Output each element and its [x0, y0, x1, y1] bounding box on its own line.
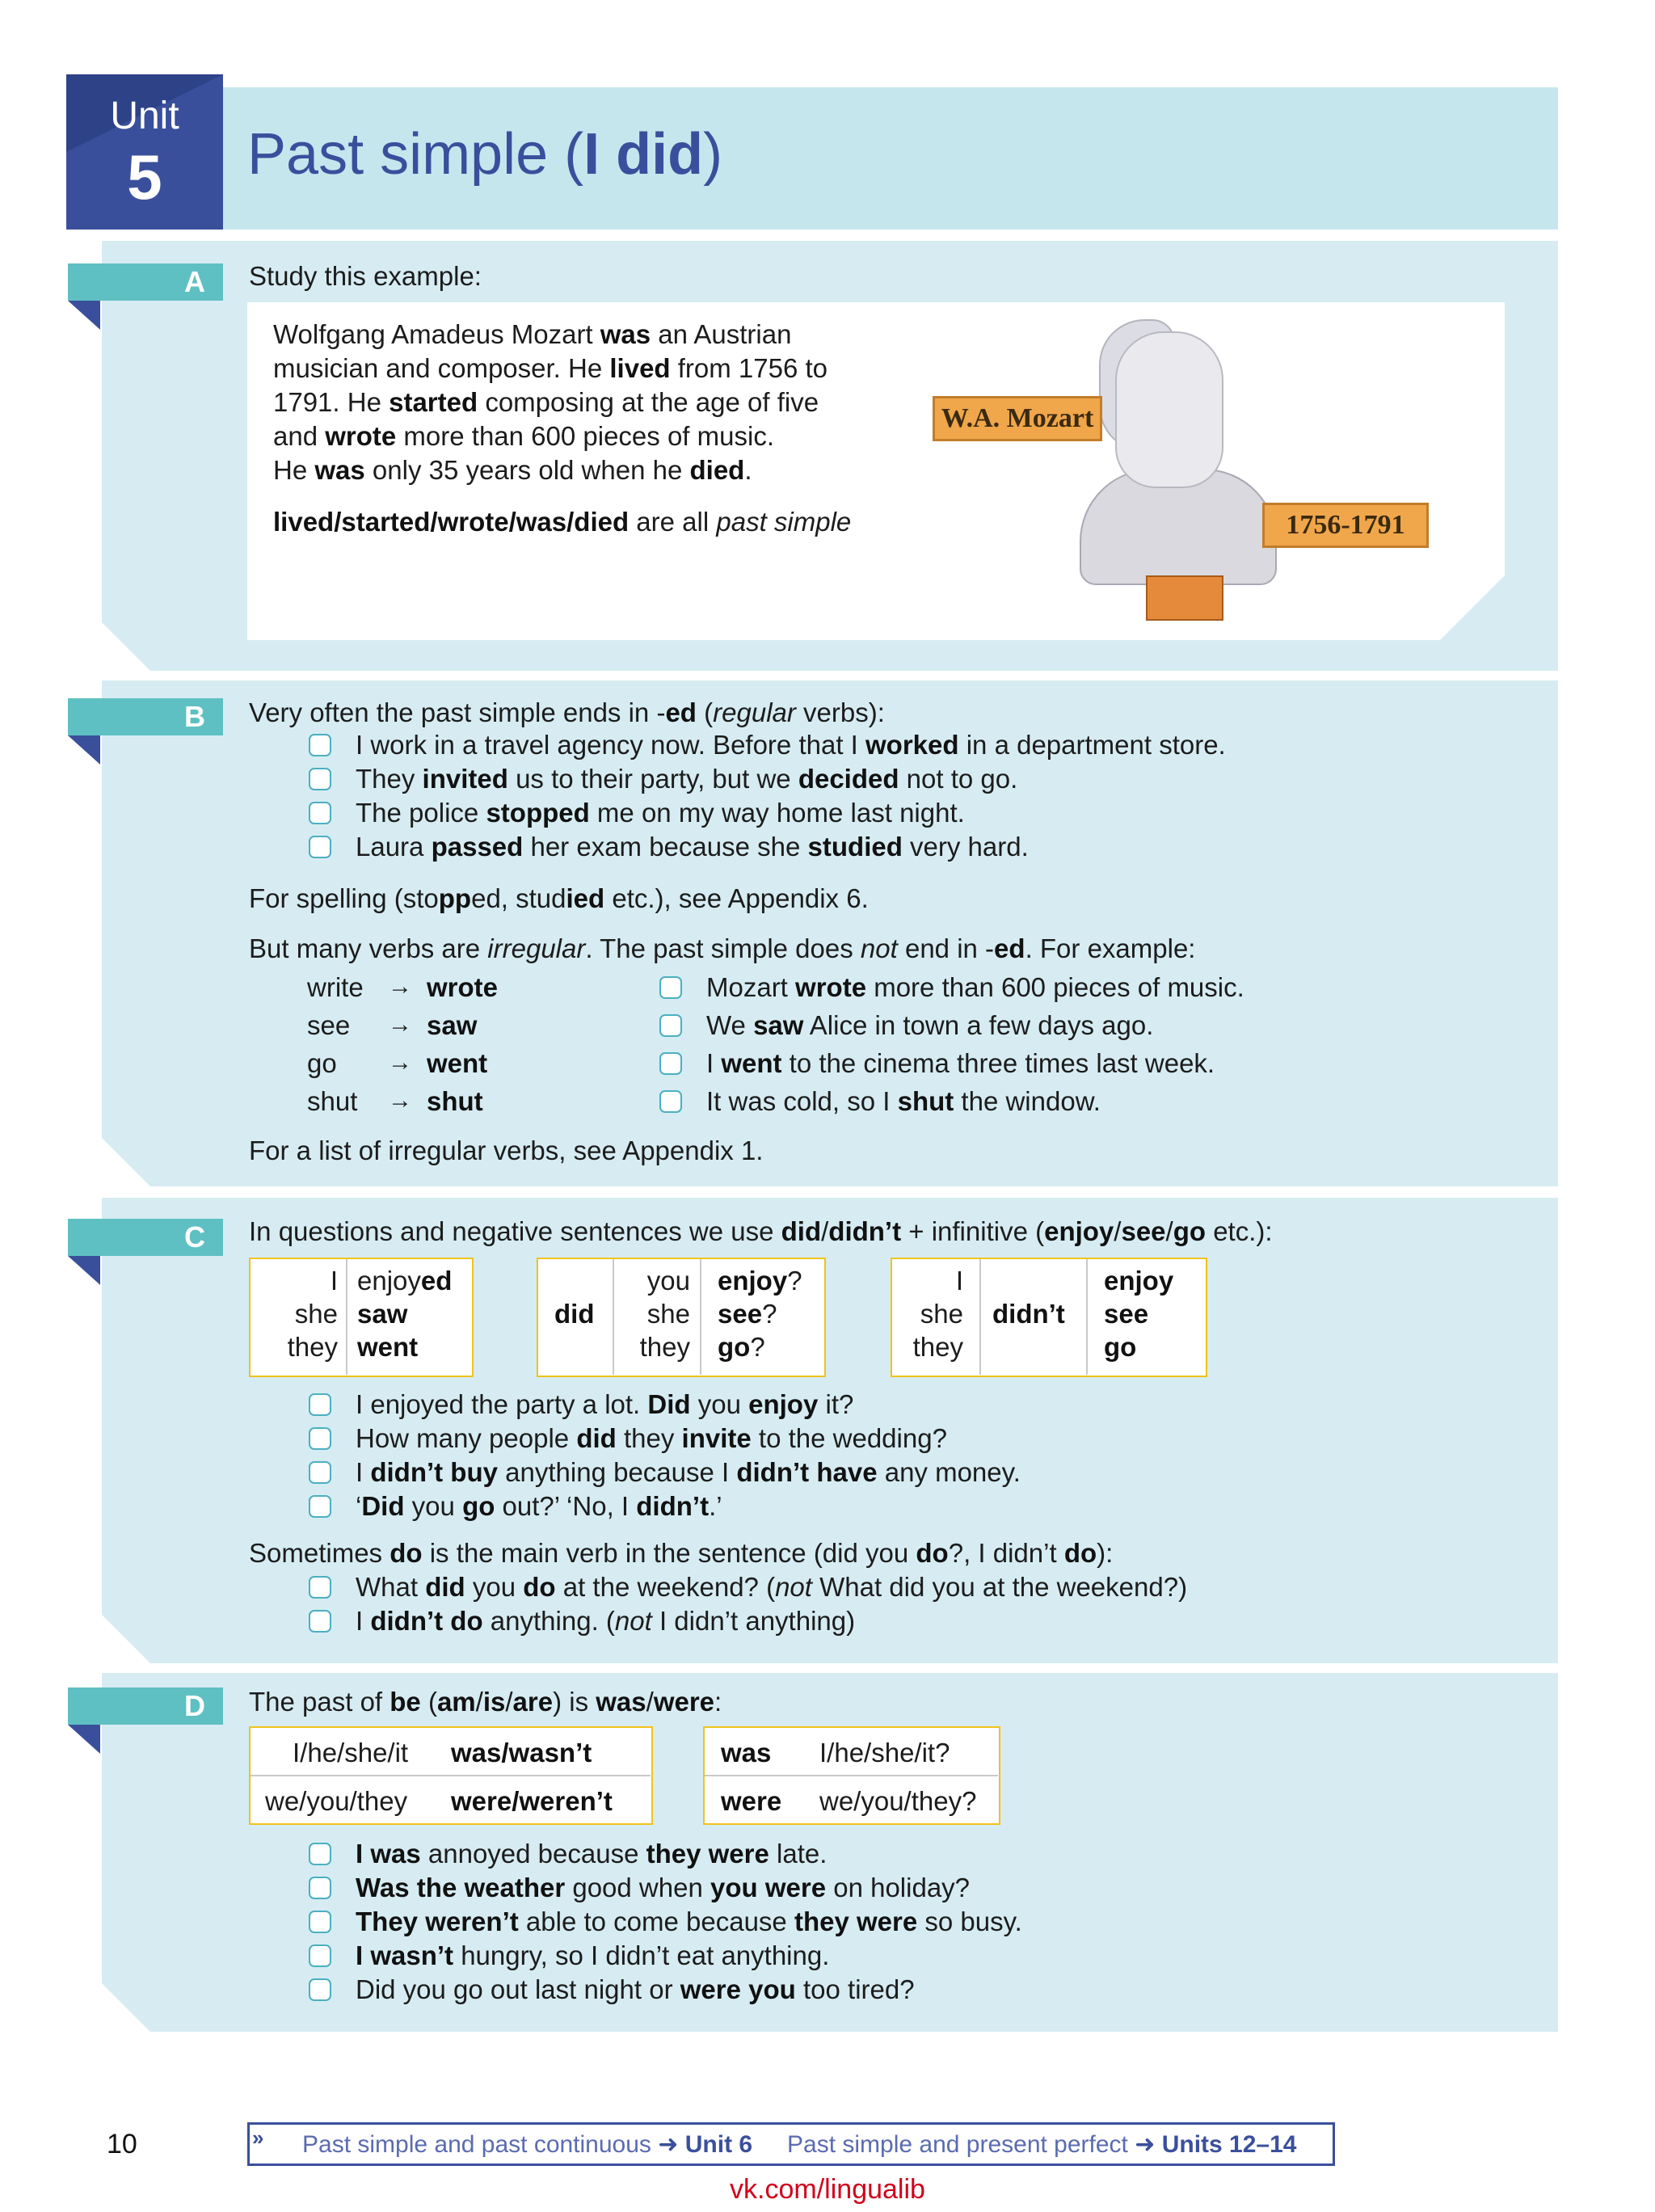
mozart-text-line: musician and composer. He lived from 1756 to: [273, 353, 828, 383]
section-b-tag-corner: [68, 735, 100, 765]
section-c-intro: In questions and negative sentences we use did/didn’t + infinitive (enjoy/see/go etc.):: [249, 1216, 1273, 1246]
section-a-intro: Study this example:: [249, 261, 482, 291]
bullet-icon: [309, 1461, 331, 1484]
bullet-icon: [659, 1090, 682, 1113]
example-sentence: Did you go out last night or were you too tired?: [356, 1974, 915, 2004]
table-verb: went: [357, 1332, 419, 1362]
bullet-icon: [659, 1014, 682, 1037]
arrow-right-icon: →: [388, 973, 412, 1000]
bullet-icon: [309, 1944, 331, 1967]
section-d-intro: The past of be (am/is/are) is was/were:: [249, 1687, 722, 1717]
table-verb: enjoy?: [718, 1266, 802, 1296]
table-verb: were/weren’t: [451, 1786, 613, 1816]
plaque-dates: 1756-1791: [1262, 503, 1429, 548]
example-sentence: I went to the cinema three times last week.: [706, 1048, 1215, 1078]
irregular-intro: But many verbs are irregular. The past simple does not end in -ed. For example:: [249, 933, 1196, 963]
section-b-intro: Very often the past simple ends in -ed (regular verbs):: [249, 697, 885, 727]
bullet-icon: [309, 1911, 331, 1933]
arrow-right-icon: →: [388, 1049, 412, 1076]
bullet-icon: [309, 1843, 331, 1865]
unit-label: Unit: [110, 95, 179, 137]
mozart-bust-base: [1146, 575, 1223, 621]
verb-past: went: [427, 1048, 488, 1078]
irregular-list-note: For a list of irregular verbs, see Appendix 1.: [249, 1135, 764, 1165]
table-subject: they: [639, 1332, 690, 1362]
did-table-affirmative: [249, 1258, 474, 1377]
bullet-icon: [309, 1495, 331, 1518]
example-sentence: How many people did they invite to the wedding?: [356, 1423, 947, 1453]
plaque-name: W.A. Mozart: [933, 396, 1102, 441]
table-verb: go: [1104, 1332, 1137, 1362]
did-table-questions: [537, 1258, 826, 1377]
table-subject: we/you/they: [265, 1786, 408, 1816]
table-divider: [613, 1259, 614, 1375]
unit-number: 5: [127, 141, 162, 213]
table-verb: enjoyed: [357, 1266, 453, 1296]
table-divider: [251, 1775, 651, 1776]
verb-base: write: [307, 972, 364, 1002]
section-a-tag: A: [68, 263, 223, 301]
bullet-icon: [309, 734, 331, 756]
table-verb: was/wasn’t: [451, 1738, 592, 1767]
verb-past: wrote: [427, 972, 499, 1002]
table-divider: [979, 1259, 981, 1375]
example-sentence: The police stopped me on my way home last night.: [356, 798, 965, 828]
table-subject: she: [294, 1299, 338, 1329]
example-sentence: I work in a travel agency now. Before that I worked in a department store.: [356, 730, 1226, 760]
chevron-icon: »: [252, 2126, 264, 2150]
be-table-questions: [703, 1726, 1000, 1825]
section-d-tag-corner: [68, 1725, 100, 1754]
verb-base: go: [307, 1048, 337, 1078]
bullet-icon: [309, 802, 331, 824]
table-subject: I: [330, 1266, 338, 1296]
bullet-icon: [309, 1877, 331, 1899]
arrow-right-icon: →: [388, 1087, 412, 1114]
table-verb: enjoy: [1104, 1266, 1174, 1296]
example-sentence: ‘Did you go out?’ ‘No, I didn’t.’: [356, 1491, 722, 1521]
bullet-icon: [659, 976, 682, 999]
table-divider: [346, 1259, 347, 1375]
table-verb: were: [721, 1786, 782, 1816]
page-number: 10: [107, 2129, 137, 2159]
verb-past: shut: [427, 1086, 483, 1116]
section-d-tag: D: [68, 1687, 223, 1725]
table-divider: [1086, 1259, 1088, 1375]
bullet-icon: [309, 1393, 331, 1416]
example-sentence: I didn’t do anything. (not I didn’t anything): [356, 1606, 856, 1636]
example-sentence: It was cold, so I shut the window.: [706, 1086, 1101, 1116]
table-verb: was: [721, 1738, 772, 1767]
table-verb: saw: [357, 1299, 408, 1329]
bullet-icon: [659, 1052, 682, 1075]
page-title: Past simple (I did): [247, 122, 723, 187]
verb-past: saw: [427, 1010, 478, 1040]
example-sentence: They invited us to their party, but we decided not to go.: [356, 764, 1018, 794]
bullet-icon: [309, 836, 331, 858]
table-verb: see?: [718, 1299, 777, 1329]
unit-badge: [66, 74, 223, 230]
table-aux: didn’t: [992, 1299, 1065, 1329]
table-subject: I: [955, 1266, 963, 1296]
example-sentence: I was annoyed because they were late.: [356, 1839, 828, 1869]
example-sentence: I wasn’t hungry, so I didn’t eat anything.: [356, 1940, 830, 1970]
verb-base: shut: [307, 1086, 358, 1116]
table-subject: I/he/she/it: [293, 1738, 409, 1767]
watermark-link[interactable]: vk.com/lingualib: [730, 2174, 925, 2205]
table-aux: did: [554, 1299, 595, 1329]
verb-base: see: [307, 1010, 351, 1040]
mozart-text-line: Wolfgang Amadeus Mozart was an Austrian: [273, 319, 792, 349]
mozart-bust-head: [1115, 331, 1223, 488]
table-subject: they: [287, 1332, 338, 1362]
be-table-statements: [249, 1726, 653, 1825]
spelling-note: For spelling (stopped, studied etc.), see Appendix 6.: [249, 883, 869, 913]
table-subject: you: [646, 1266, 690, 1296]
table-divider: [705, 1775, 998, 1776]
cross-reference-unit-6[interactable]: Past simple and past continuous ➜ Unit 6: [302, 2131, 753, 2158]
table-subject: she: [920, 1299, 963, 1329]
example-sentence: I didn’t buy anything because I didn’t have any money.: [356, 1457, 1021, 1487]
section-b-tag: B: [68, 698, 223, 735]
example-sentence: Was the weather good when you were on holiday?: [356, 1873, 971, 1902]
mozart-text-line: and wrote more than 600 pieces of music.: [273, 421, 774, 451]
example-sentence: They weren’t able to come because they were so busy.: [356, 1907, 1022, 1936]
example-sentence: We saw Alice in town a few days ago.: [706, 1010, 1154, 1040]
table-subject: she: [646, 1299, 690, 1329]
did-table-negatives: [891, 1258, 1207, 1377]
cross-reference-units-12-14[interactable]: Past simple and present perfect ➜ Units 12–14: [787, 2131, 1297, 2158]
example-sentence: Laura passed her exam because she studied very hard.: [356, 832, 1029, 862]
table-verb: see: [1104, 1299, 1149, 1329]
table-subject: they: [912, 1332, 963, 1362]
bullet-icon: [309, 768, 331, 790]
table-divider: [700, 1259, 701, 1375]
table-subject: I/he/she/it?: [819, 1738, 950, 1767]
past-simple-summary: lived/started/wrote/was/died are all past simple: [273, 507, 852, 537]
example-sentence: What did you do at the weekend? (not What did you at the weekend?): [356, 1572, 1188, 1602]
bullet-icon: [309, 1427, 331, 1450]
bullet-icon: [309, 1978, 331, 2001]
mozart-text-line: He was only 35 years old when he died.: [273, 455, 752, 485]
bullet-icon: [309, 1576, 331, 1599]
example-sentence: I enjoyed the party a lot. Did you enjoy it?: [356, 1389, 854, 1419]
example-sentence: Mozart wrote more than 600 pieces of music.: [706, 972, 1244, 1002]
bullet-icon: [309, 1610, 331, 1633]
mozart-text-line: 1791. He started composing at the age of five: [273, 387, 819, 417]
table-verb: go?: [718, 1332, 765, 1362]
section-c-tag-corner: [68, 1256, 100, 1285]
do-main-verb-intro: Sometimes do is the main verb in the sentence (did you do?, I didn’t do):: [249, 1538, 1114, 1568]
arrow-right-icon: →: [388, 1011, 412, 1038]
section-c-tag: C: [68, 1219, 223, 1256]
table-subject: we/you/they?: [819, 1786, 977, 1816]
section-a-tag-corner: [68, 301, 100, 330]
